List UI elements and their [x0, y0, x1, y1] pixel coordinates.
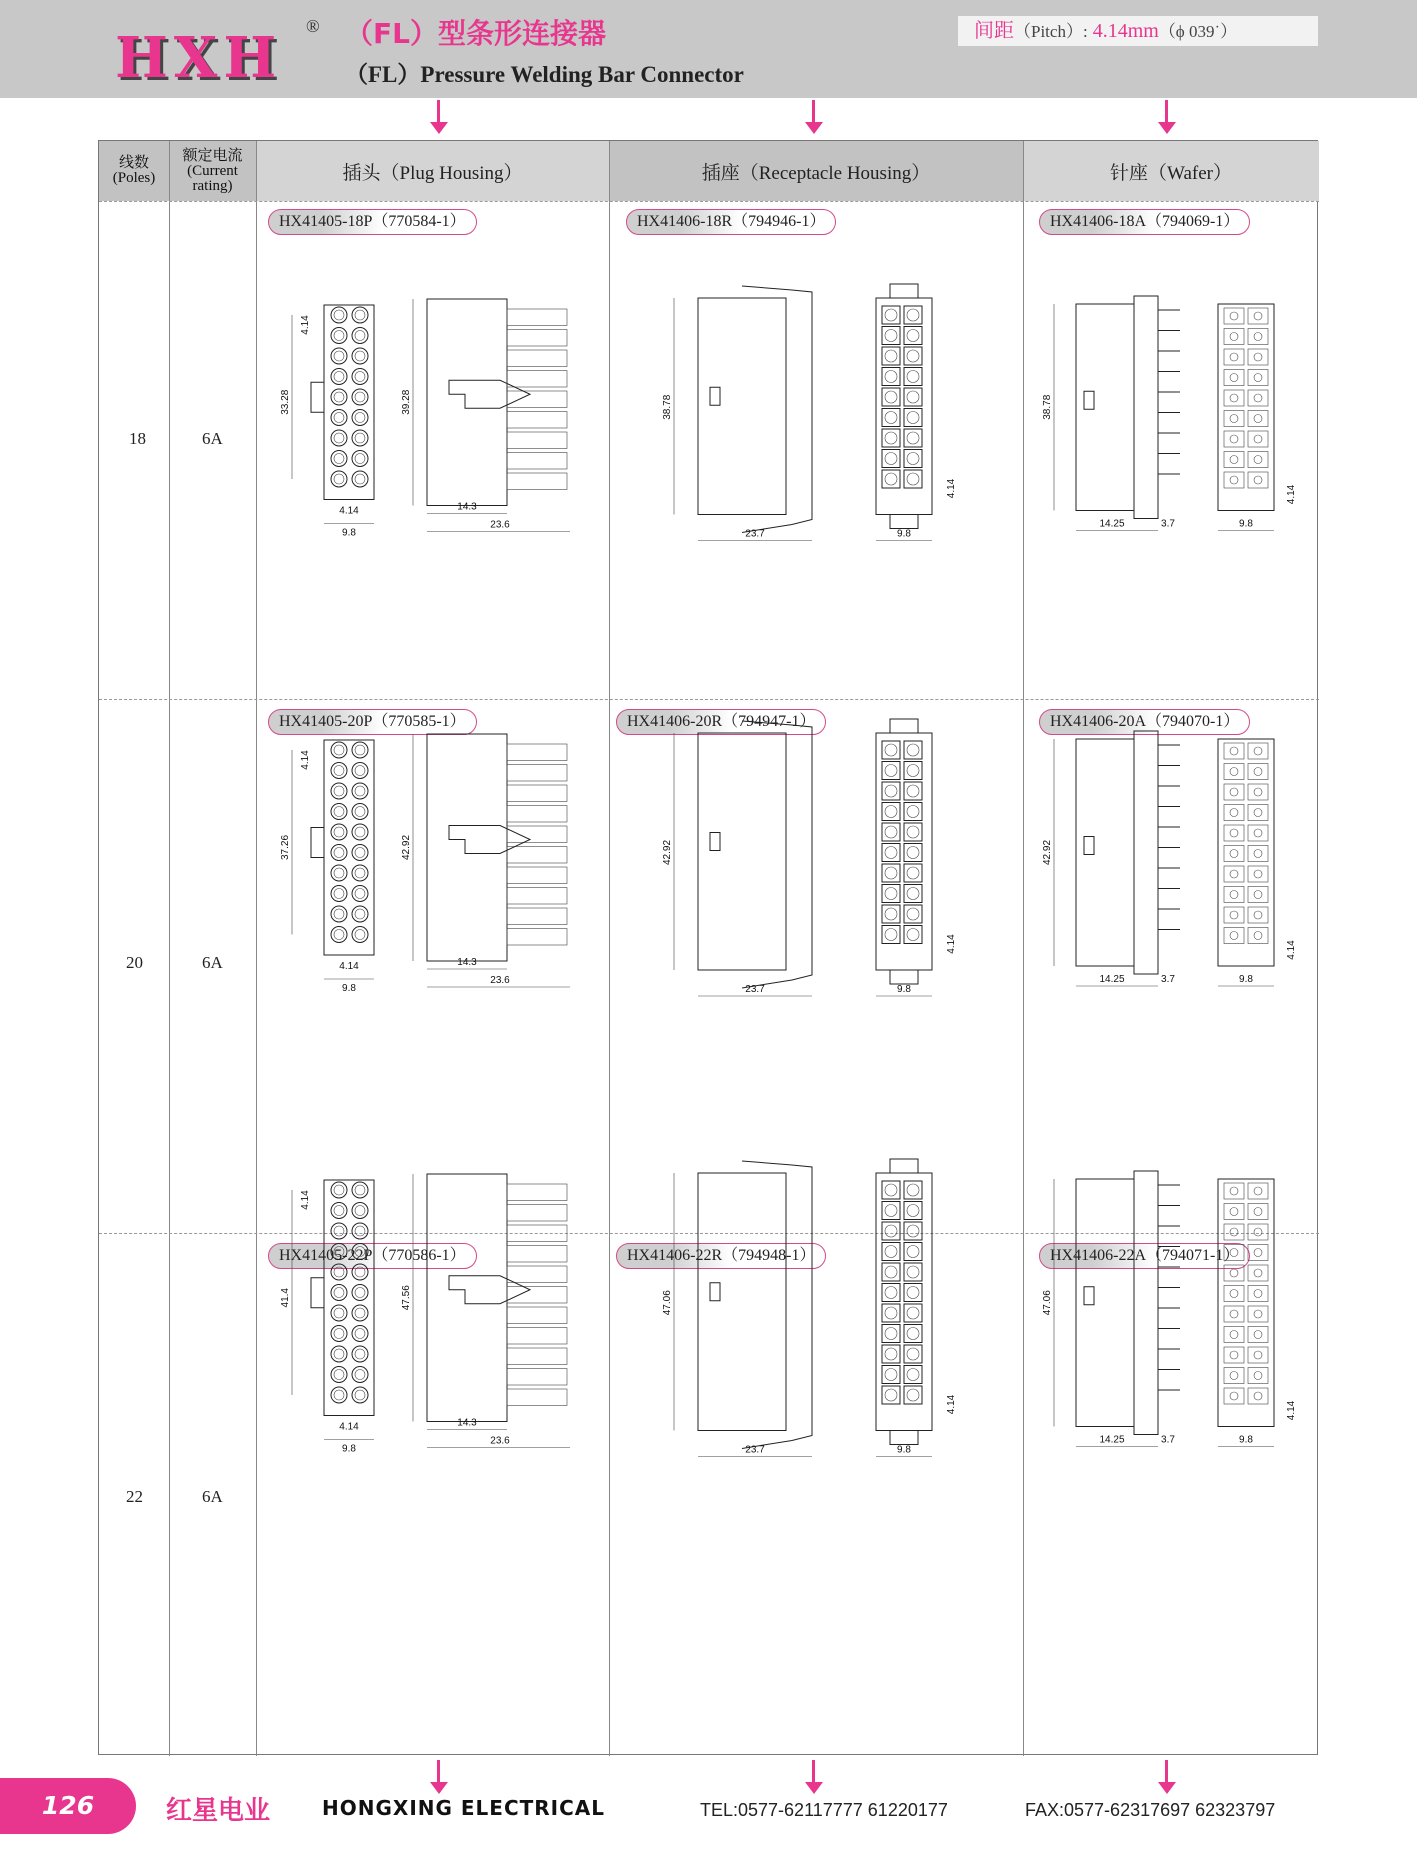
total-length-dim: 23.7	[745, 1444, 765, 1456]
total-length-dim: 23.6	[490, 519, 510, 531]
header-current-cn: 额定电流	[182, 147, 243, 164]
wafer-height-dim: 47.06	[1042, 1290, 1053, 1316]
width-dim: 9.8	[1239, 518, 1253, 530]
pitch-dim: 4.14	[946, 1394, 957, 1415]
column-divider	[609, 141, 610, 1756]
plug-height-dim: 33.28	[280, 389, 291, 415]
header-current	[169, 141, 256, 201]
receptacle-height-dim: 38.78	[662, 394, 673, 420]
pitch-dim: 4.14	[946, 478, 957, 499]
wafer-height-dim: 42.92	[1042, 839, 1053, 866]
pitch-dim: 4.14	[339, 961, 359, 972]
depth-dim: 14.3	[457, 501, 477, 513]
plug-front-view	[278, 295, 393, 550]
arrow-down-icon	[1156, 1760, 1178, 1794]
plug-side-height-dim: 42.92	[401, 834, 412, 861]
depth-dim: 14.3	[457, 957, 477, 968]
receptacle-front-view	[862, 715, 982, 1010]
header-plug	[256, 141, 609, 201]
header-poles-cn: 线数	[118, 155, 149, 171]
pitch-label: 间距	[974, 20, 1014, 42]
receptacle-height-dim: 42.92	[662, 839, 673, 866]
total-length-dim: 23.6	[490, 1435, 510, 1447]
brand-logo: HXH	[115, 25, 283, 91]
column-divider	[169, 141, 170, 1756]
receptacle-part-number: HX41406-20R（794947-1）	[616, 709, 826, 735]
header-receptacle	[609, 141, 1023, 201]
plug-part-number: HX41405-20P（770585-1）	[268, 709, 477, 735]
depth-dim: 14.25	[1099, 974, 1125, 985]
width-dim: 9.8	[1239, 974, 1253, 985]
pitch-value: 4.14mm	[1092, 20, 1159, 42]
wafer-side-view	[1040, 725, 1190, 1010]
company-name-cn: 红星电业	[166, 1796, 271, 1826]
pitch-inch: （ϕ 039˙）	[1158, 22, 1238, 41]
wafer-side-view	[1040, 1165, 1190, 1471]
row-divider	[99, 699, 1319, 700]
header-poles	[99, 141, 169, 201]
poles-value: 20	[126, 953, 143, 972]
contact-fax: FAX:0577-62317697 62323797	[1025, 1800, 1276, 1820]
plug-side-view	[401, 1170, 575, 1466]
poles-value: 18	[129, 429, 146, 448]
total-length-dim: 23.7	[745, 528, 765, 540]
width-dim: 9.8	[897, 528, 911, 540]
page-number-badge: 126	[0, 1778, 136, 1834]
receptacle-side-view	[662, 280, 852, 555]
current-value: 6A	[202, 1487, 223, 1506]
receptacle-height-dim: 47.06	[662, 1290, 673, 1316]
header-wafer	[1023, 141, 1319, 201]
width-dim: 9.8	[1239, 1434, 1253, 1446]
company-name-en: HONGXING ELECTRICAL	[322, 1796, 606, 1820]
pitch-dim: 4.14	[300, 750, 311, 770]
pitch-dim: 4.14	[300, 1190, 311, 1210]
wafer-part-number: HX41406-18A（794069-1）	[1039, 209, 1250, 235]
pitch-dim: 4.14	[1286, 484, 1297, 505]
plug-part-number: HX41405-18P（770584-1）	[268, 209, 477, 235]
plug-side-view	[401, 295, 575, 550]
current-value: 6A	[202, 953, 223, 972]
plug-side-height-dim: 47.56	[401, 1285, 412, 1311]
plug-height-dim: 41.4	[280, 1288, 291, 1308]
wafer-part-number: HX41406-22A（794071-1）	[1039, 1243, 1250, 1269]
wafer-part-number: HX41406-20A（794070-1）	[1039, 709, 1250, 735]
header-poles-en: (Poles)	[112, 170, 156, 186]
tab-dim: 3.7	[1161, 1434, 1175, 1446]
width-dim: 9.8	[342, 527, 356, 539]
arrow-down-icon	[428, 1760, 450, 1794]
header-current-en2: rating)	[192, 177, 233, 194]
receptacle-side-view	[662, 1155, 852, 1471]
wafer-side-view	[1040, 290, 1190, 555]
poles-value: 22	[126, 1487, 143, 1506]
column-divider	[256, 141, 257, 1756]
wafer-front-view	[1210, 290, 1305, 555]
tab-dim: 3.7	[1161, 518, 1175, 530]
pitch-dim: 4.14	[946, 934, 957, 954]
receptacle-side-view	[662, 715, 852, 1010]
pitch-dim: 4.14	[339, 505, 359, 517]
pitch-spec	[958, 16, 1318, 46]
contact-tel: TEL:0577-62117777 61220177	[700, 1800, 948, 1820]
width-dim: 9.8	[897, 984, 911, 995]
registered-mark: ®	[306, 16, 320, 36]
wafer-height-dim: 38.78	[1042, 394, 1053, 420]
plug-part-number: HX41405-22P（770586-1）	[268, 1243, 477, 1269]
receptacle-part-number: HX41406-22R（794948-1）	[616, 1243, 826, 1269]
arrow-down-icon	[803, 100, 825, 134]
receptacle-front-view	[862, 1155, 982, 1471]
wafer-front-view	[1210, 725, 1305, 1010]
total-length-dim: 23.6	[490, 975, 510, 986]
pitch-dim: 4.14	[1286, 940, 1297, 960]
receptacle-part-number: HX41406-18R（794946-1）	[626, 209, 836, 235]
plug-front-view	[278, 730, 393, 1005]
receptacle-front-view	[862, 280, 982, 555]
arrow-down-icon	[803, 1760, 825, 1794]
plug-height-dim: 37.26	[280, 834, 291, 861]
header-plug-label: 插头（Plug Housing）	[342, 162, 523, 184]
plug-side-height-dim: 39.28	[401, 389, 412, 415]
wafer-front-view	[1210, 1165, 1305, 1471]
arrow-down-icon	[1156, 100, 1178, 134]
header-wafer-label: 针座（Wafer）	[1110, 162, 1232, 184]
arrow-down-icon	[428, 100, 450, 134]
width-dim: 9.8	[897, 1444, 911, 1456]
width-dim: 9.8	[342, 1443, 356, 1455]
total-length-dim: 23.7	[745, 984, 765, 995]
pitch-dim: 4.14	[339, 1421, 359, 1433]
header-receptacle-label: 插座（Receptacle Housing）	[701, 162, 931, 184]
current-value: 6A	[202, 429, 223, 448]
column-divider	[1023, 141, 1024, 1756]
plug-side-view	[401, 730, 575, 1005]
pitch-dim: 4.14	[300, 315, 311, 335]
page-title-en: （FL）Pressure Welding Bar Connector	[345, 62, 744, 87]
width-dim: 9.8	[342, 983, 356, 994]
pitch-paren: （Pitch）	[1014, 22, 1083, 41]
tab-dim: 3.7	[1161, 974, 1175, 985]
page-title-cn: （FL）型条形连接器	[345, 17, 606, 50]
depth-dim: 14.25	[1099, 1434, 1125, 1446]
pitch-colon: :	[1082, 22, 1088, 41]
depth-dim: 14.3	[457, 1417, 477, 1429]
plug-front-view	[278, 1170, 393, 1466]
row-divider	[99, 201, 1319, 202]
pitch-dim: 4.14	[1286, 1400, 1297, 1421]
header-current-en1: (Current	[187, 162, 238, 179]
depth-dim: 14.25	[1099, 518, 1125, 530]
